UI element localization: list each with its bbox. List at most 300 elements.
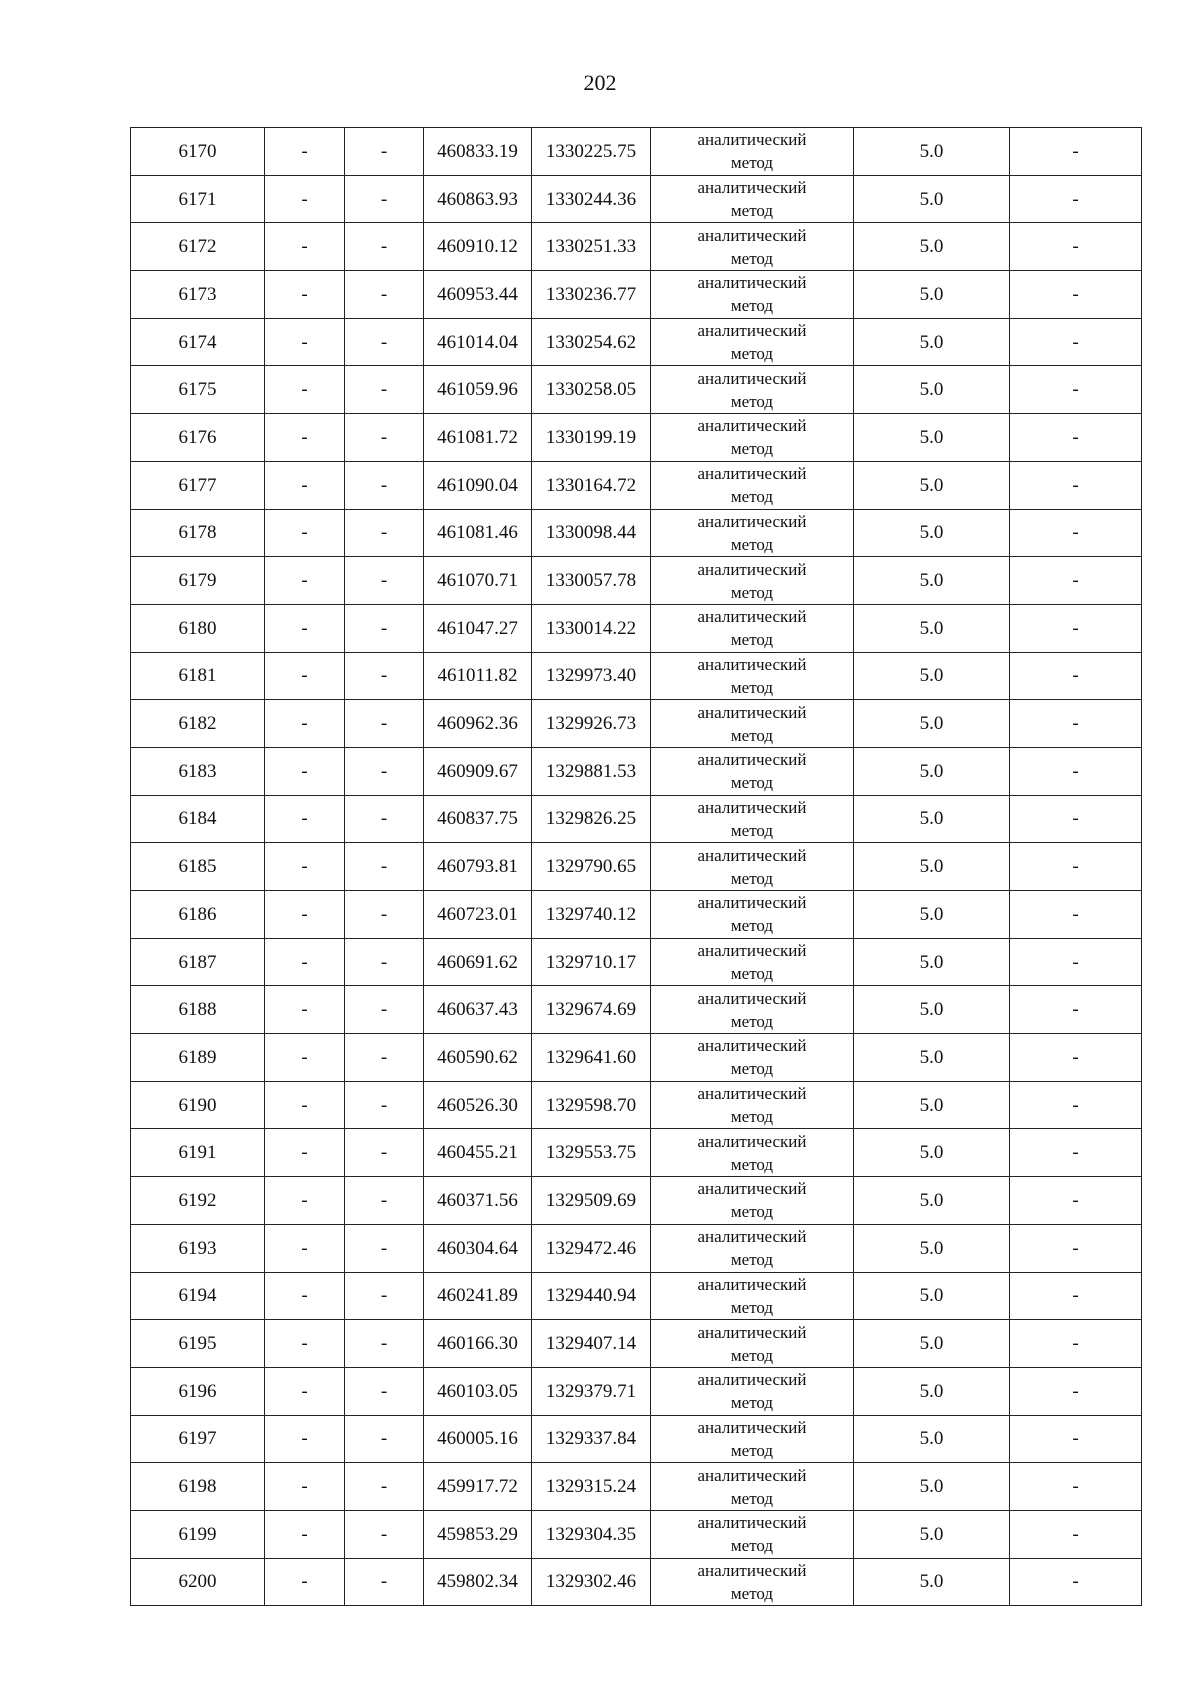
method-cell xyxy=(651,1320,854,1368)
y-coordinate-cell: 1329641.60 xyxy=(532,1034,651,1082)
point-number-cell: 6196 xyxy=(131,1367,265,1415)
y-coordinate-cell: 1330258.05 xyxy=(532,366,651,414)
method-cell xyxy=(651,604,854,652)
method-line-1: аналитический xyxy=(697,941,807,961)
method-line-1: аналитический xyxy=(697,511,807,531)
table-row xyxy=(131,1034,1142,1082)
point-number-cell: 6188 xyxy=(131,986,265,1034)
empty-cell-a: - xyxy=(265,414,345,462)
y-coordinate-cell: 1329973.40 xyxy=(532,652,651,700)
table-row xyxy=(131,652,1142,700)
x-coordinate-cell: 461081.72 xyxy=(424,414,532,462)
method-cell xyxy=(651,1224,854,1272)
method-line-1: аналитический xyxy=(697,416,807,436)
empty-cell-c: - xyxy=(1010,557,1142,605)
empty-cell-b: - xyxy=(345,1510,424,1558)
method-line-2: метод xyxy=(730,1202,774,1222)
empty-cell-c: - xyxy=(1010,747,1142,795)
table-row xyxy=(131,986,1142,1034)
point-number-cell: 6184 xyxy=(131,795,265,843)
table-row xyxy=(131,175,1142,223)
method-line-1: аналитический xyxy=(697,1036,807,1056)
x-coordinate-cell: 460304.64 xyxy=(424,1224,532,1272)
point-number-cell: 6180 xyxy=(131,604,265,652)
method-cell xyxy=(651,700,854,748)
accuracy-cell: 5.0 xyxy=(854,652,1010,700)
empty-cell-b: - xyxy=(345,1129,424,1177)
empty-cell-c: - xyxy=(1010,652,1142,700)
point-number-cell: 6179 xyxy=(131,557,265,605)
point-number-cell: 6171 xyxy=(131,175,265,223)
empty-cell-b: - xyxy=(345,223,424,271)
y-coordinate-cell: 1329740.12 xyxy=(532,891,651,939)
method-line-2: метод xyxy=(730,1536,774,1556)
empty-cell-b: - xyxy=(345,604,424,652)
method-line-2: метод xyxy=(730,677,774,697)
point-number-cell: 6172 xyxy=(131,223,265,271)
table-row xyxy=(131,509,1142,557)
empty-cell-a: - xyxy=(265,700,345,748)
empty-cell-a: - xyxy=(265,128,345,176)
empty-cell-b: - xyxy=(345,175,424,223)
table-row xyxy=(131,318,1142,366)
empty-cell-a: - xyxy=(265,652,345,700)
point-number-cell: 6173 xyxy=(131,271,265,319)
empty-cell-b: - xyxy=(345,1224,424,1272)
accuracy-cell: 5.0 xyxy=(854,986,1010,1034)
point-number-cell: 6174 xyxy=(131,318,265,366)
method-line-1: аналитический xyxy=(697,1179,807,1199)
method-cell xyxy=(651,1034,854,1082)
point-number-cell: 6182 xyxy=(131,700,265,748)
y-coordinate-cell: 1330244.36 xyxy=(532,175,651,223)
empty-cell-b: - xyxy=(345,318,424,366)
method-line-2: метод xyxy=(730,1393,774,1413)
x-coordinate-cell: 461047.27 xyxy=(424,604,532,652)
empty-cell-b: - xyxy=(345,509,424,557)
empty-cell-a: - xyxy=(265,1129,345,1177)
point-number-cell: 6200 xyxy=(131,1558,265,1606)
y-coordinate-cell: 1330236.77 xyxy=(532,271,651,319)
accuracy-cell: 5.0 xyxy=(854,1367,1010,1415)
empty-cell-b: - xyxy=(345,557,424,605)
accuracy-cell: 5.0 xyxy=(854,1463,1010,1511)
method-line-1: аналитический xyxy=(697,178,807,198)
empty-cell-c: - xyxy=(1010,461,1142,509)
method-line-1: аналитический xyxy=(697,893,807,913)
table-row xyxy=(131,604,1142,652)
empty-cell-b: - xyxy=(345,461,424,509)
y-coordinate-cell: 1329337.84 xyxy=(532,1415,651,1463)
table-row xyxy=(131,747,1142,795)
method-cell xyxy=(651,318,854,366)
method-line-1: аналитический xyxy=(697,1560,807,1580)
table-row xyxy=(131,128,1142,176)
empty-cell-a: - xyxy=(265,318,345,366)
empty-cell-a: - xyxy=(265,1224,345,1272)
empty-cell-b: - xyxy=(345,938,424,986)
method-cell xyxy=(651,938,854,986)
x-coordinate-cell: 460637.43 xyxy=(424,986,532,1034)
table-row xyxy=(131,271,1142,319)
x-coordinate-cell: 461081.46 xyxy=(424,509,532,557)
method-line-1: аналитический xyxy=(697,1084,807,1104)
empty-cell-b: - xyxy=(345,843,424,891)
x-coordinate-cell: 461059.96 xyxy=(424,366,532,414)
empty-cell-c: - xyxy=(1010,175,1142,223)
accuracy-cell: 5.0 xyxy=(854,414,1010,462)
method-cell xyxy=(651,1558,854,1606)
point-number-cell: 6197 xyxy=(131,1415,265,1463)
y-coordinate-cell: 1329826.25 xyxy=(532,795,651,843)
method-cell xyxy=(651,366,854,414)
y-coordinate-cell: 1329509.69 xyxy=(532,1177,651,1225)
method-line-2: метод xyxy=(730,1107,774,1127)
table-row xyxy=(131,938,1142,986)
table-row xyxy=(131,1272,1142,1320)
accuracy-cell: 5.0 xyxy=(854,843,1010,891)
empty-cell-a: - xyxy=(265,271,345,319)
method-cell xyxy=(651,1272,854,1320)
empty-cell-a: - xyxy=(265,604,345,652)
method-line-2: метод xyxy=(730,487,774,507)
accuracy-cell: 5.0 xyxy=(854,1177,1010,1225)
empty-cell-a: - xyxy=(265,986,345,1034)
y-coordinate-cell: 1329315.24 xyxy=(532,1463,651,1511)
empty-cell-b: - xyxy=(345,1177,424,1225)
empty-cell-c: - xyxy=(1010,128,1142,176)
y-coordinate-cell: 1329710.17 xyxy=(532,938,651,986)
method-cell xyxy=(651,891,854,939)
x-coordinate-cell: 460962.36 xyxy=(424,700,532,748)
empty-cell-c: - xyxy=(1010,509,1142,557)
accuracy-cell: 5.0 xyxy=(854,509,1010,557)
y-coordinate-cell: 1330014.22 xyxy=(532,604,651,652)
x-coordinate-cell: 460793.81 xyxy=(424,843,532,891)
method-line-1: аналитический xyxy=(697,1370,807,1390)
method-cell xyxy=(651,414,854,462)
empty-cell-c: - xyxy=(1010,366,1142,414)
empty-cell-b: - xyxy=(345,1320,424,1368)
empty-cell-b: - xyxy=(345,414,424,462)
method-cell xyxy=(651,128,854,176)
method-cell xyxy=(651,652,854,700)
method-cell xyxy=(651,271,854,319)
y-coordinate-cell: 1329674.69 xyxy=(532,986,651,1034)
point-number-cell: 6199 xyxy=(131,1510,265,1558)
accuracy-cell: 5.0 xyxy=(854,461,1010,509)
accuracy-cell: 5.0 xyxy=(854,938,1010,986)
x-coordinate-cell: 460590.62 xyxy=(424,1034,532,1082)
empty-cell-a: - xyxy=(265,1272,345,1320)
method-cell xyxy=(651,1177,854,1225)
empty-cell-c: - xyxy=(1010,700,1142,748)
empty-cell-b: - xyxy=(345,795,424,843)
method-line-1: аналитический xyxy=(697,225,807,245)
accuracy-cell: 5.0 xyxy=(854,1320,1010,1368)
empty-cell-c: - xyxy=(1010,604,1142,652)
method-line-1: аналитический xyxy=(697,559,807,579)
method-line-2: метод xyxy=(730,1583,774,1603)
method-line-1: аналитический xyxy=(697,464,807,484)
accuracy-cell: 5.0 xyxy=(854,604,1010,652)
method-line-1: аналитический xyxy=(697,797,807,817)
empty-cell-c: - xyxy=(1010,795,1142,843)
y-coordinate-cell: 1329553.75 xyxy=(532,1129,651,1177)
y-coordinate-cell: 1330199.19 xyxy=(532,414,651,462)
method-line-2: метод xyxy=(730,1440,774,1460)
method-line-2: метод xyxy=(730,201,774,221)
table-row xyxy=(131,700,1142,748)
method-line-1: аналитический xyxy=(697,1322,807,1342)
empty-cell-c: - xyxy=(1010,1320,1142,1368)
x-coordinate-cell: 460863.93 xyxy=(424,175,532,223)
method-line-2: метод xyxy=(730,820,774,840)
empty-cell-b: - xyxy=(345,1463,424,1511)
y-coordinate-cell: 1329472.46 xyxy=(532,1224,651,1272)
empty-cell-a: - xyxy=(265,1367,345,1415)
empty-cell-c: - xyxy=(1010,1224,1142,1272)
accuracy-cell: 5.0 xyxy=(854,175,1010,223)
point-number-cell: 6178 xyxy=(131,509,265,557)
method-line-1: аналитический xyxy=(697,130,807,150)
empty-cell-c: - xyxy=(1010,414,1142,462)
x-coordinate-cell: 459802.34 xyxy=(424,1558,532,1606)
method-cell xyxy=(651,1415,854,1463)
point-number-cell: 6170 xyxy=(131,128,265,176)
table-row xyxy=(131,557,1142,605)
method-line-2: метод xyxy=(730,439,774,459)
method-line-2: метод xyxy=(730,248,774,268)
x-coordinate-cell: 461070.71 xyxy=(424,557,532,605)
empty-cell-b: - xyxy=(345,271,424,319)
method-cell xyxy=(651,557,854,605)
x-coordinate-cell: 460837.75 xyxy=(424,795,532,843)
accuracy-cell: 5.0 xyxy=(854,557,1010,605)
method-line-2: метод xyxy=(730,534,774,554)
x-coordinate-cell: 460166.30 xyxy=(424,1320,532,1368)
x-coordinate-cell: 460833.19 xyxy=(424,128,532,176)
empty-cell-a: - xyxy=(265,1081,345,1129)
table-row xyxy=(131,1367,1142,1415)
method-line-1: аналитический xyxy=(697,1513,807,1533)
x-coordinate-cell: 461090.04 xyxy=(424,461,532,509)
method-cell xyxy=(651,1463,854,1511)
empty-cell-c: - xyxy=(1010,1367,1142,1415)
y-coordinate-cell: 1329407.14 xyxy=(532,1320,651,1368)
method-line-1: аналитический xyxy=(697,1274,807,1294)
empty-cell-c: - xyxy=(1010,1415,1142,1463)
x-coordinate-cell: 460723.01 xyxy=(424,891,532,939)
x-coordinate-cell: 459853.29 xyxy=(424,1510,532,1558)
method-line-1: аналитический xyxy=(697,845,807,865)
method-cell xyxy=(651,795,854,843)
method-cell xyxy=(651,1129,854,1177)
point-number-cell: 6186 xyxy=(131,891,265,939)
y-coordinate-cell: 1329881.53 xyxy=(532,747,651,795)
x-coordinate-cell: 460953.44 xyxy=(424,271,532,319)
accuracy-cell: 5.0 xyxy=(854,1272,1010,1320)
table-row xyxy=(131,1129,1142,1177)
empty-cell-b: - xyxy=(345,128,424,176)
accuracy-cell: 5.0 xyxy=(854,1415,1010,1463)
method-line-2: метод xyxy=(730,391,774,411)
y-coordinate-cell: 1330254.62 xyxy=(532,318,651,366)
accuracy-cell: 5.0 xyxy=(854,1510,1010,1558)
empty-cell-b: - xyxy=(345,1558,424,1606)
point-number-cell: 6187 xyxy=(131,938,265,986)
accuracy-cell: 5.0 xyxy=(854,747,1010,795)
x-coordinate-cell: 460691.62 xyxy=(424,938,532,986)
empty-cell-b: - xyxy=(345,1034,424,1082)
empty-cell-a: - xyxy=(265,1558,345,1606)
empty-cell-c: - xyxy=(1010,318,1142,366)
coordinates-table xyxy=(130,127,1142,1606)
table-row xyxy=(131,1558,1142,1606)
table-row xyxy=(131,1081,1142,1129)
empty-cell-b: - xyxy=(345,986,424,1034)
empty-cell-a: - xyxy=(265,1463,345,1511)
point-number-cell: 6185 xyxy=(131,843,265,891)
y-coordinate-cell: 1329379.71 xyxy=(532,1367,651,1415)
x-coordinate-cell: 460910.12 xyxy=(424,223,532,271)
table-row xyxy=(131,461,1142,509)
method-cell xyxy=(651,747,854,795)
point-number-cell: 6198 xyxy=(131,1463,265,1511)
empty-cell-b: - xyxy=(345,1367,424,1415)
accuracy-cell: 5.0 xyxy=(854,366,1010,414)
empty-cell-b: - xyxy=(345,700,424,748)
x-coordinate-cell: 460371.56 xyxy=(424,1177,532,1225)
method-cell xyxy=(651,461,854,509)
method-line-2: метод xyxy=(730,916,774,936)
accuracy-cell: 5.0 xyxy=(854,271,1010,319)
method-line-2: метод xyxy=(730,296,774,316)
empty-cell-a: - xyxy=(265,1510,345,1558)
point-number-cell: 6193 xyxy=(131,1224,265,1272)
accuracy-cell: 5.0 xyxy=(854,795,1010,843)
method-line-1: аналитический xyxy=(697,988,807,1008)
empty-cell-b: - xyxy=(345,891,424,939)
empty-cell-a: - xyxy=(265,461,345,509)
point-number-cell: 6190 xyxy=(131,1081,265,1129)
empty-cell-c: - xyxy=(1010,223,1142,271)
x-coordinate-cell: 460526.30 xyxy=(424,1081,532,1129)
method-line-2: метод xyxy=(730,582,774,602)
point-number-cell: 6176 xyxy=(131,414,265,462)
empty-cell-c: - xyxy=(1010,1463,1142,1511)
empty-cell-c: - xyxy=(1010,1558,1142,1606)
accuracy-cell: 5.0 xyxy=(854,1129,1010,1177)
x-coordinate-cell: 460103.05 xyxy=(424,1367,532,1415)
y-coordinate-cell: 1329304.35 xyxy=(532,1510,651,1558)
table-row xyxy=(131,414,1142,462)
y-coordinate-cell: 1329440.94 xyxy=(532,1272,651,1320)
method-line-1: аналитический xyxy=(697,1227,807,1247)
empty-cell-a: - xyxy=(265,509,345,557)
method-line-1: аналитический xyxy=(697,1131,807,1151)
method-cell xyxy=(651,223,854,271)
method-cell xyxy=(651,175,854,223)
method-cell xyxy=(651,843,854,891)
empty-cell-a: - xyxy=(265,938,345,986)
table-row xyxy=(131,795,1142,843)
table-row xyxy=(131,1463,1142,1511)
table-row xyxy=(131,366,1142,414)
empty-cell-c: - xyxy=(1010,986,1142,1034)
y-coordinate-cell: 1330098.44 xyxy=(532,509,651,557)
method-line-1: аналитический xyxy=(697,750,807,770)
accuracy-cell: 5.0 xyxy=(854,700,1010,748)
empty-cell-b: - xyxy=(345,1272,424,1320)
method-line-2: метод xyxy=(730,1154,774,1174)
point-number-cell: 6175 xyxy=(131,366,265,414)
accuracy-cell: 5.0 xyxy=(854,891,1010,939)
empty-cell-c: - xyxy=(1010,271,1142,319)
x-coordinate-cell: 461011.82 xyxy=(424,652,532,700)
table-row xyxy=(131,1224,1142,1272)
empty-cell-a: - xyxy=(265,1320,345,1368)
method-line-1: аналитический xyxy=(697,321,807,341)
x-coordinate-cell: 460241.89 xyxy=(424,1272,532,1320)
point-number-cell: 6191 xyxy=(131,1129,265,1177)
method-line-2: метод xyxy=(730,1059,774,1079)
table-row xyxy=(131,1177,1142,1225)
table-row xyxy=(131,1320,1142,1368)
method-cell xyxy=(651,1510,854,1558)
empty-cell-c: - xyxy=(1010,1177,1142,1225)
x-coordinate-cell: 460455.21 xyxy=(424,1129,532,1177)
accuracy-cell: 5.0 xyxy=(854,128,1010,176)
accuracy-cell: 5.0 xyxy=(854,1558,1010,1606)
method-line-2: метод xyxy=(730,964,774,984)
empty-cell-b: - xyxy=(345,1081,424,1129)
method-line-1: аналитический xyxy=(697,1417,807,1437)
method-line-1: аналитический xyxy=(697,654,807,674)
empty-cell-a: - xyxy=(265,366,345,414)
method-line-2: метод xyxy=(730,868,774,888)
empty-cell-c: - xyxy=(1010,1129,1142,1177)
method-line-1: аналитический xyxy=(697,1465,807,1485)
y-coordinate-cell: 1330057.78 xyxy=(532,557,651,605)
accuracy-cell: 5.0 xyxy=(854,318,1010,366)
empty-cell-b: - xyxy=(345,747,424,795)
table-row xyxy=(131,223,1142,271)
method-line-2: метод xyxy=(730,773,774,793)
method-cell xyxy=(651,1367,854,1415)
method-line-1: аналитический xyxy=(697,368,807,388)
y-coordinate-cell: 1329598.70 xyxy=(532,1081,651,1129)
y-coordinate-cell: 1329790.65 xyxy=(532,843,651,891)
point-number-cell: 6195 xyxy=(131,1320,265,1368)
empty-cell-a: - xyxy=(265,1177,345,1225)
empty-cell-b: - xyxy=(345,652,424,700)
table-row xyxy=(131,843,1142,891)
x-coordinate-cell: 460909.67 xyxy=(424,747,532,795)
page-number: 202 xyxy=(583,70,617,95)
table-row xyxy=(131,1510,1142,1558)
method-line-2: метод xyxy=(730,1297,774,1317)
table-body xyxy=(131,128,1142,1606)
x-coordinate-cell: 460005.16 xyxy=(424,1415,532,1463)
accuracy-cell: 5.0 xyxy=(854,223,1010,271)
empty-cell-a: - xyxy=(265,1034,345,1082)
method-line-2: метод xyxy=(730,725,774,745)
x-coordinate-cell: 461014.04 xyxy=(424,318,532,366)
method-line-1: аналитический xyxy=(697,273,807,293)
y-coordinate-cell: 1329926.73 xyxy=(532,700,651,748)
method-line-2: метод xyxy=(730,1011,774,1031)
